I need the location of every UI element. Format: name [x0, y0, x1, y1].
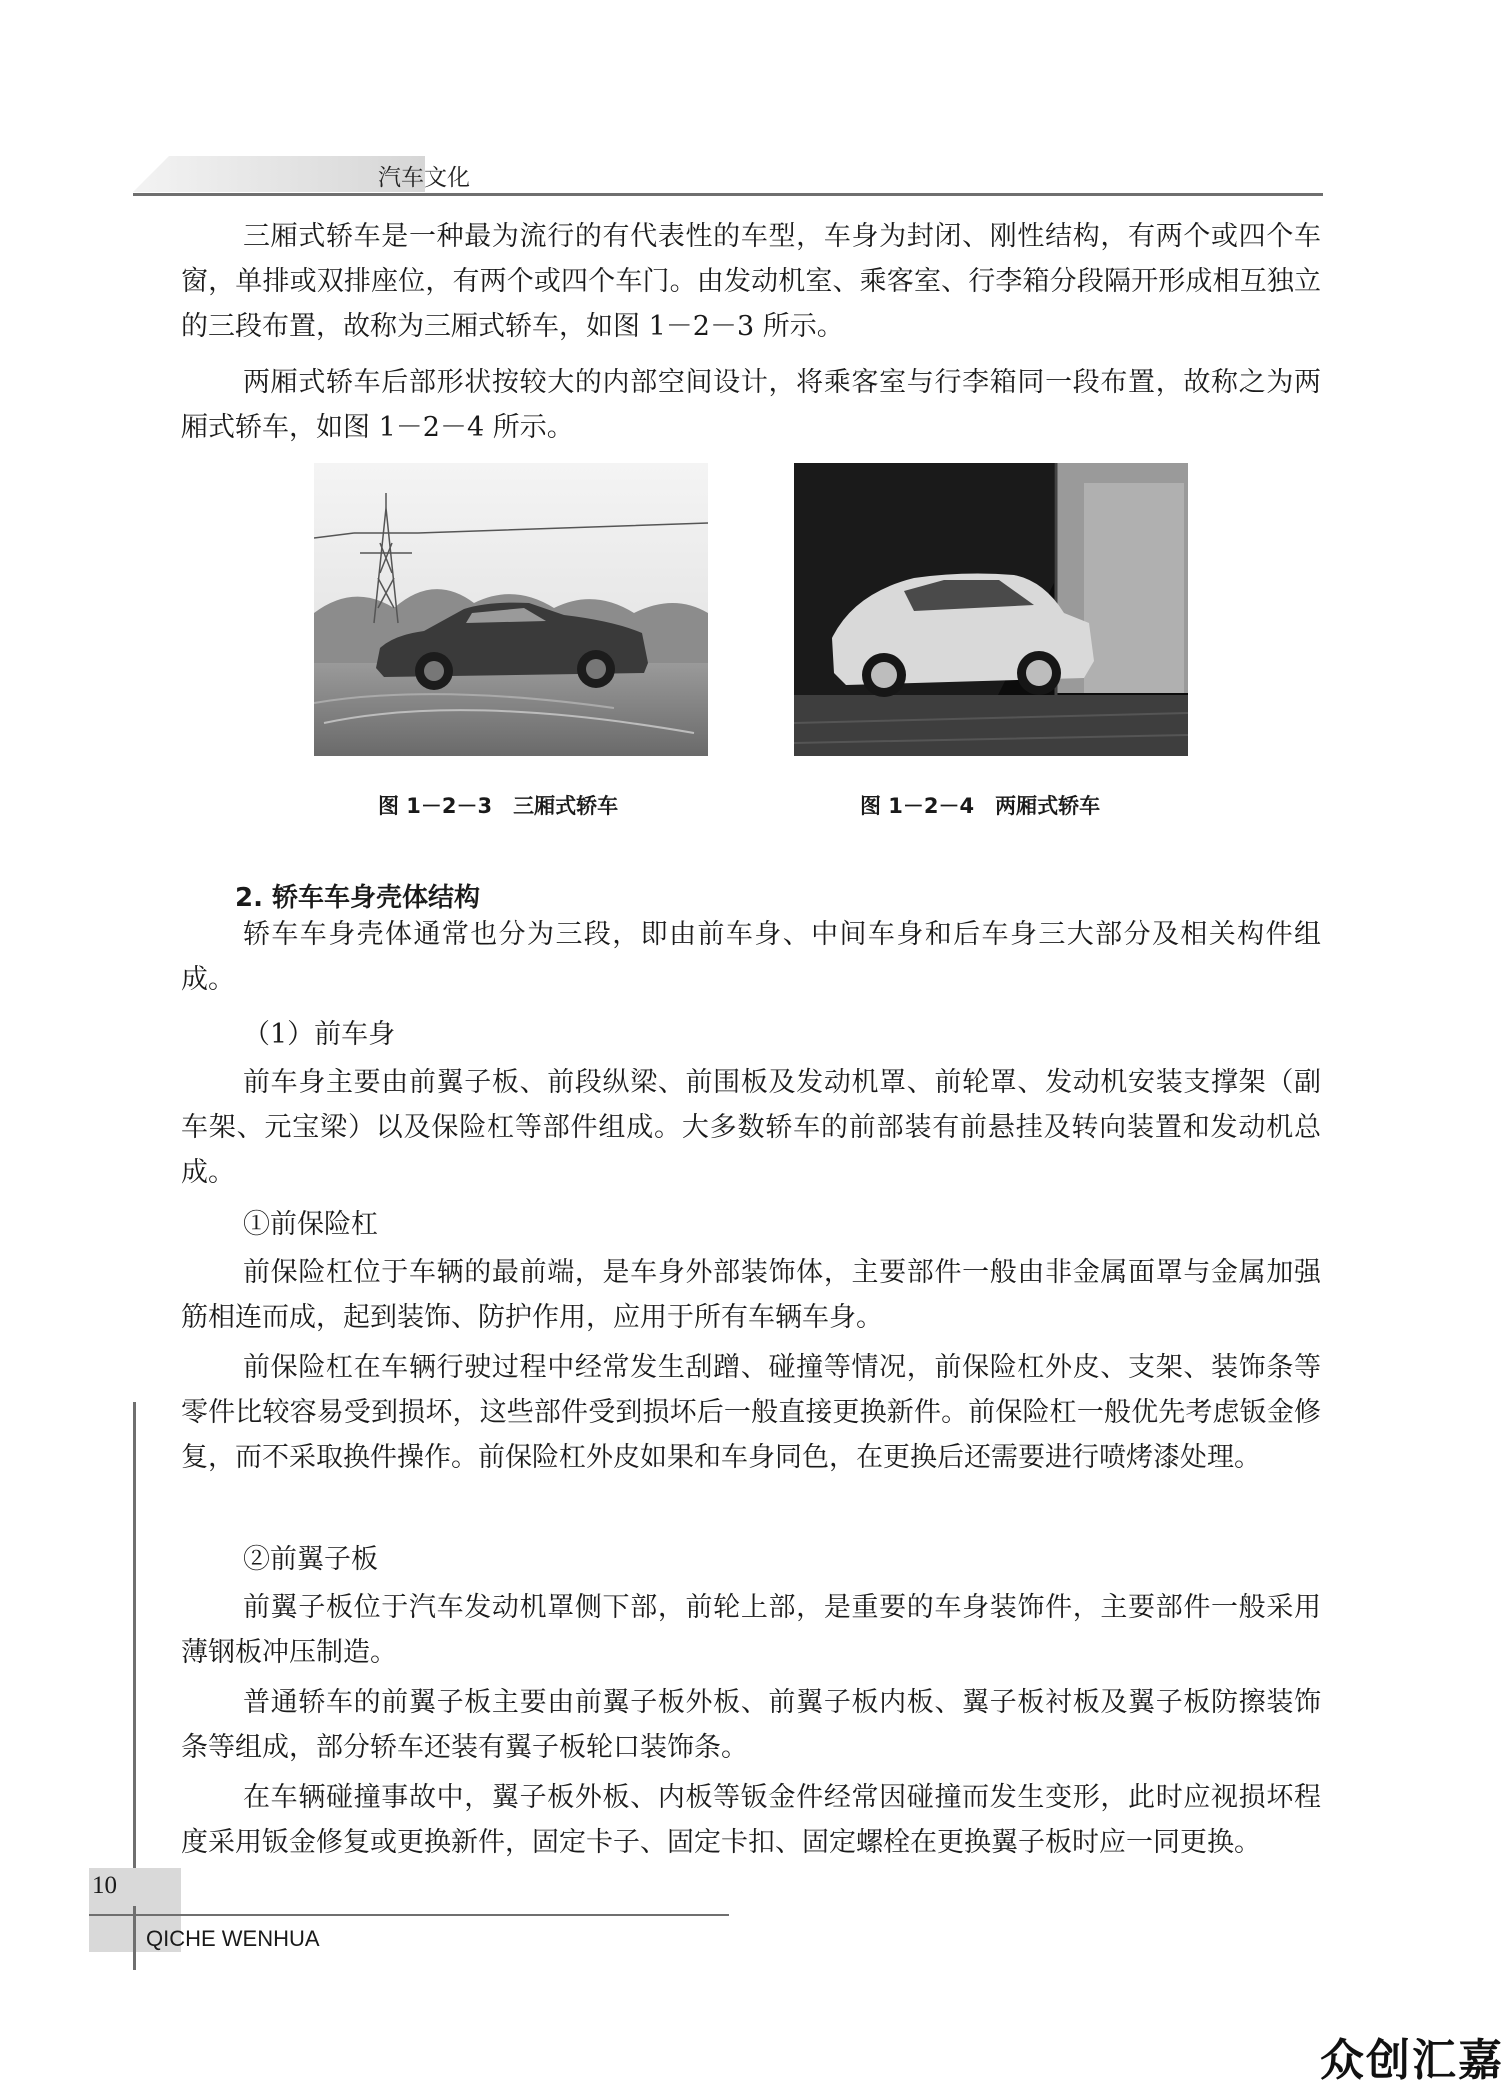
header-rule [133, 193, 1323, 196]
running-header-title: 汽车文化 [378, 165, 470, 191]
paragraph-front-fender-2: 普通轿车的前翼子板主要由前翼子板外板、前翼子板内板、翼子板衬板及翼子板防擦装饰条等组成，部分轿车还装有翼子板轮口装饰条。 [181, 1687, 1321, 1763]
watermark-logo: 众创汇嘉 [1320, 2035, 1504, 2086]
paragraph-front-body: 前车身主要由前翼子板、前段纵梁、前围板及发动机罩、前轮罩、发动机安装支撑架（副车架、元宝梁）以及保险杠等部件组成。大多数轿车的前部装有前悬挂及转向装置和发动机总成。 [181, 1067, 1321, 1188]
subheading-front-body: （1）前车身 [243, 1019, 396, 1050]
subheading-front-fender: ②前翼子板 [243, 1544, 378, 1575]
footer-rule [89, 1914, 729, 1916]
subheading-front-bumper: ①前保险杠 [243, 1209, 378, 1240]
paragraph-front-bumper-1: 前保险杠位于车辆的最前端，是车身外部装饰体，主要部件一般由非金属面罩与金属加强筋相连而成，起到装饰、防护作用，应用于所有车辆车身。 [181, 1257, 1321, 1333]
section-heading-body-shell: 2. 轿车车身壳体结构 [235, 883, 481, 913]
footer-english-title: QICHE WENHUA [146, 1926, 320, 1951]
figure-caption-three-box: 图 1－2－3 三厢式轿车 [378, 794, 619, 818]
paragraph-sedan-three-box: 三厢式轿车是一种最为流行的有代表性的车型，车身为封闭、刚性结构，有两个或四个车窗，单排或双排座位，有两个或四个车门。由发动机室、乘客室、行李箱分段隔开形成相互独立的三段布置，故称为三厢式轿车，如图 1－2－3 所示。 [181, 221, 1321, 342]
paragraph-body-shell-intro: 轿车车身壳体通常也分为三段，即由前车身、中间车身和后车身三大部分及相关构件组成。 [181, 919, 1321, 995]
figure-caption-two-box: 图 1－2－4 两厢式轿车 [860, 794, 1101, 818]
paragraph-front-bumper-2: 前保险杠在车辆行驶过程中经常发生刮蹭、碰撞等情况，前保险杠外皮、支架、装饰条等零件比较容易受到损坏，这些部件受到损坏后一般直接更换新件。前保险杠一般优先考虑钣金修复，而不采取换件操作。前保险杠外皮如果和车身同色，在更换后还需要进行喷烤漆处理。 [181, 1352, 1321, 1473]
figure-two-box-hatchback-photo [794, 463, 1188, 756]
page-number: 10 [92, 1872, 117, 1899]
footer-vertical-rule [133, 1906, 136, 1970]
paragraph-sedan-two-box: 两厢式轿车后部形状按较大的内部空间设计，将乘客室与行李箱同一段布置，故称之为两厢式轿车，如图 1－2－4 所示。 [181, 367, 1321, 443]
figure-three-box-sedan-photo [314, 463, 708, 756]
paragraph-front-fender-3: 在车辆碰撞事故中，翼子板外板、内板等钣金件经常因碰撞而发生变形，此时应视损坏程度采用钣金修复或更换新件，固定卡子、固定卡扣、固定螺栓在更换翼子板时应一同更换。 [181, 1782, 1321, 1858]
paragraph-front-fender-1: 前翼子板位于汽车发动机罩侧下部，前轮上部，是重要的车身装饰件，主要部件一般采用薄钢板冲压制造。 [181, 1592, 1321, 1668]
